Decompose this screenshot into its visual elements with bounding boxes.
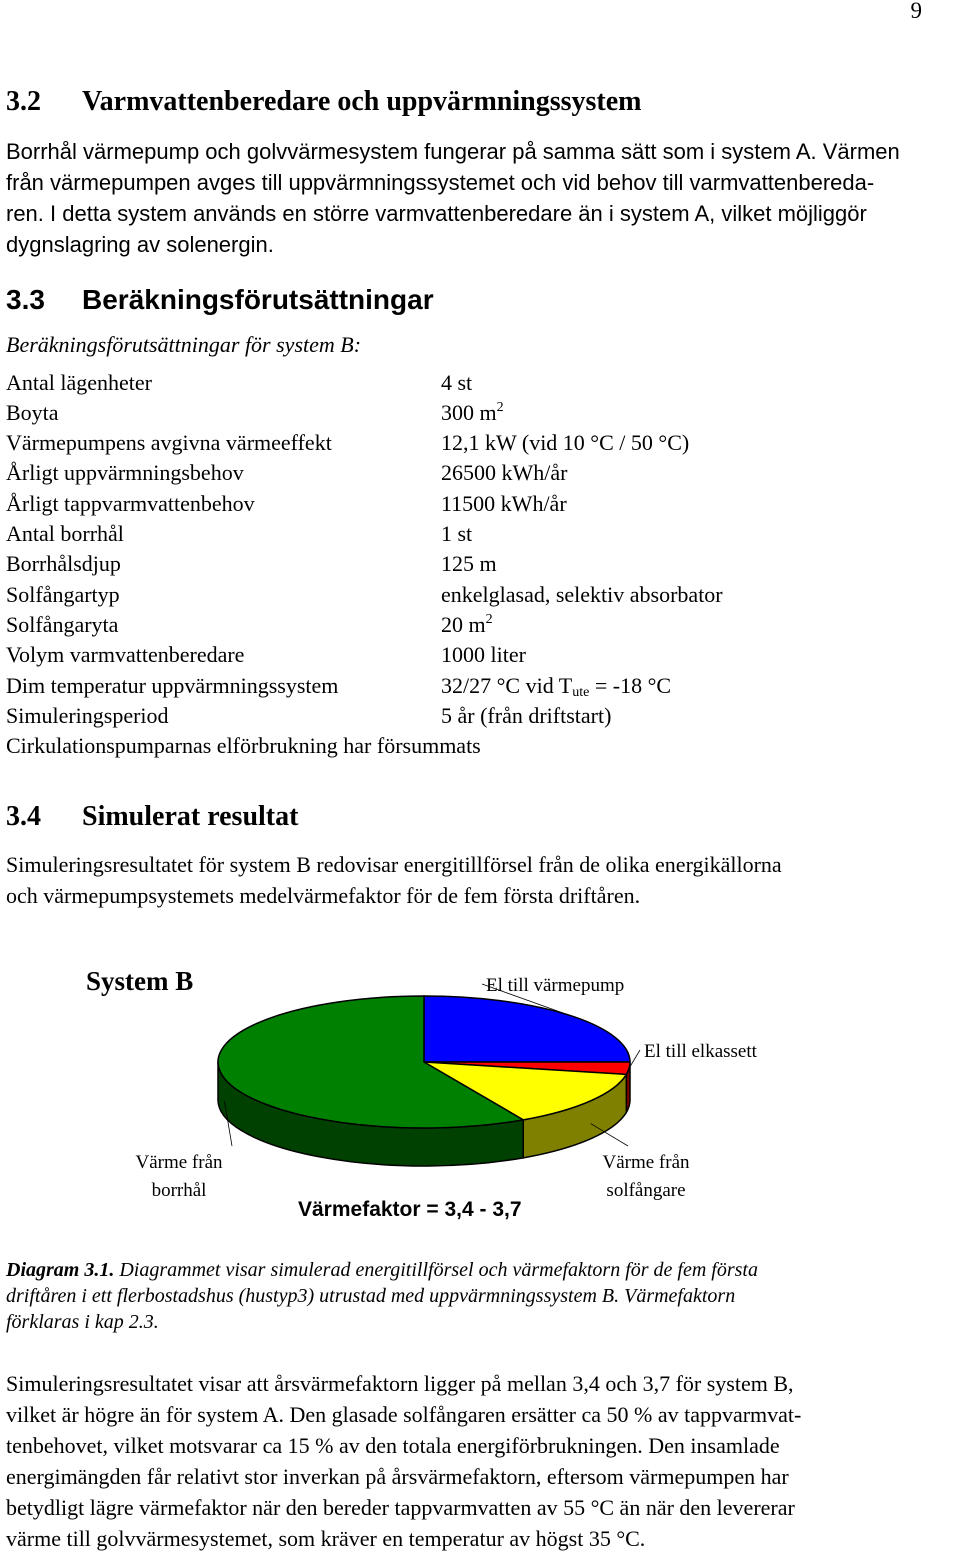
param-label: Värmepumpens avgivna värmeeffekt (6, 430, 332, 455)
param-value (441, 673, 671, 699)
param-value-text: = -18 °C (589, 673, 672, 698)
paragraph-line: tenbehovet, vilket motsvarar ca 15 % av den totala energiförbrukningen. Den insamlade (6, 1433, 780, 1458)
param-label: Boyta (6, 400, 59, 425)
param-value-text: 32/27 °C vid T (441, 673, 573, 698)
paragraph-line: från värmepumpen avges till uppvärmningssystemet och vid behov till varmvattenbereda- (6, 170, 875, 195)
paragraph-line: värme till golvvärmesystemet, som kräver en temperatur av högst 35 °C. (6, 1526, 646, 1551)
pie-slice-0 (424, 996, 630, 1062)
page-number: 9 (910, 0, 922, 23)
param-value: 11500 kWh/år (441, 491, 567, 516)
param-label: Antal borrhål (6, 521, 124, 546)
section-number: 3.3 (6, 284, 45, 315)
param-value: 5 år (från driftstart) (441, 703, 612, 728)
section-heading-3-2 (6, 86, 641, 118)
paragraph-line: Borrhål värmepump och golvvärmesystem fungerar på samma sätt som i system A. Värmen (6, 139, 900, 164)
closing-paragraph (6, 1368, 938, 1554)
param-value: 1 st (441, 521, 473, 546)
subscript: ute (572, 685, 590, 700)
paragraph-line: Simuleringsresultatet för system B redovisar energitillförsel från de olika energikällorna (6, 852, 782, 877)
param-label: Simuleringsperiod (6, 703, 169, 728)
param-label: Årligt uppvärmningsbehov (6, 460, 244, 485)
caption-line: förklaras i kap 2.3. (6, 1311, 159, 1333)
caption-line (6, 1257, 758, 1283)
param-label: Solfångartyp (6, 582, 120, 607)
caption-label: Diagram 3.1. (6, 1259, 115, 1281)
label-varme-fran-borrhal-1: Värme från (135, 1152, 223, 1173)
pie-leader-line-1 (629, 1050, 640, 1068)
paragraph-line: energimängden får relativt stor inverkan på årsvärmefaktorn, eftersom värmepumpen har (6, 1464, 789, 1489)
paragraph-line: vilket är högre än för system A. Den glasade solfångaren ersätter ca 50 % av tappvarmvat- (6, 1402, 802, 1427)
param-value-text: 300 m (441, 400, 497, 425)
section-title: Beräkningsförutsättningar (82, 284, 434, 315)
caption-line: driftåren i ett flerbostadshus (hustyp3) utrustad med uppvärmningssystem B. Värmefaktorn (6, 1285, 736, 1307)
paragraph-line: dygnslagring av solenergin. (6, 232, 274, 257)
section-number: 3.2 (6, 86, 41, 117)
superscript: 2 (496, 400, 504, 415)
param-label: Borrhålsdjup (6, 551, 121, 576)
param-value-text: 20 m (441, 612, 486, 637)
label-el-till-varmepump: El till värmepump (486, 975, 625, 996)
param-value: enkelglasad, selektiv absorbator (441, 582, 723, 607)
superscript: 2 (485, 612, 493, 627)
section-title: Simulerat resultat (82, 801, 299, 832)
paragraph-line: betydligt lägre värmefaktor när den bereder tappvarmvatten av 55 °C än när den levererar (6, 1495, 795, 1520)
section-3-4-paragraph (6, 849, 938, 911)
diagram-caption (6, 1257, 758, 1335)
label-varme-fran-solfangare-1: Värme från (602, 1152, 690, 1173)
chart-title: System B (86, 966, 194, 996)
section-3-2-paragraph (6, 136, 938, 260)
paragraph-line: och värmepumpsystemets medelvärmefaktor för de fem första driftåren. (6, 883, 641, 908)
label-el-till-elkassett: El till elkassett (644, 1041, 757, 1062)
param-value: 4 st (441, 370, 473, 395)
energy-pie-chart (0, 950, 960, 1240)
section-heading-3-3 (6, 284, 434, 316)
chart-annotation: Värmefaktor = 3,4 - 3,7 (298, 1198, 522, 1221)
param-value: 125 m (441, 551, 497, 576)
param-label: Årligt tappvarmvattenbehov (6, 491, 255, 516)
param-value: 26500 kWh/år (441, 460, 568, 485)
section-title: Varmvattenberedare och uppvärmningssystem (82, 86, 642, 117)
paragraph-line: ren. I detta system används en större varmvattenberedare än i system A, vilket möjliggör (6, 201, 867, 226)
param-label: Solfångaryta (6, 612, 119, 637)
paragraph-line: Simuleringsresultatet visar att årsvärmefaktorn ligger på mellan 3,4 och 3,7 för system B, (6, 1371, 794, 1396)
label-varme-fran-solfangare-2: solfångare (606, 1180, 686, 1201)
section-number: 3.4 (6, 801, 41, 832)
label-varme-fran-borrhal-2: borrhål (151, 1180, 207, 1201)
section-heading-3-4 (6, 801, 298, 833)
param-label: Dim temperatur uppvärmningssystem (6, 673, 339, 698)
param-label: Volym varmvattenberedare (6, 642, 245, 667)
param-value: 1000 liter (441, 642, 526, 667)
param-value: 12,1 kW (vid 10 °C / 50 °C) (441, 430, 690, 455)
param-value (441, 400, 504, 426)
param-note: Cirkulationspumparnas elförbrukning har försummats (6, 733, 481, 758)
pie-top (218, 996, 630, 1128)
caption-text: Diagrammet visar simulerad energitillförsel och värmefaktorn för de fem första (114, 1259, 758, 1281)
section-subtitle: Beräkningsförutsättningar för system B: (6, 332, 362, 357)
param-value (441, 612, 493, 638)
param-label: Antal lägenheter (6, 370, 152, 395)
